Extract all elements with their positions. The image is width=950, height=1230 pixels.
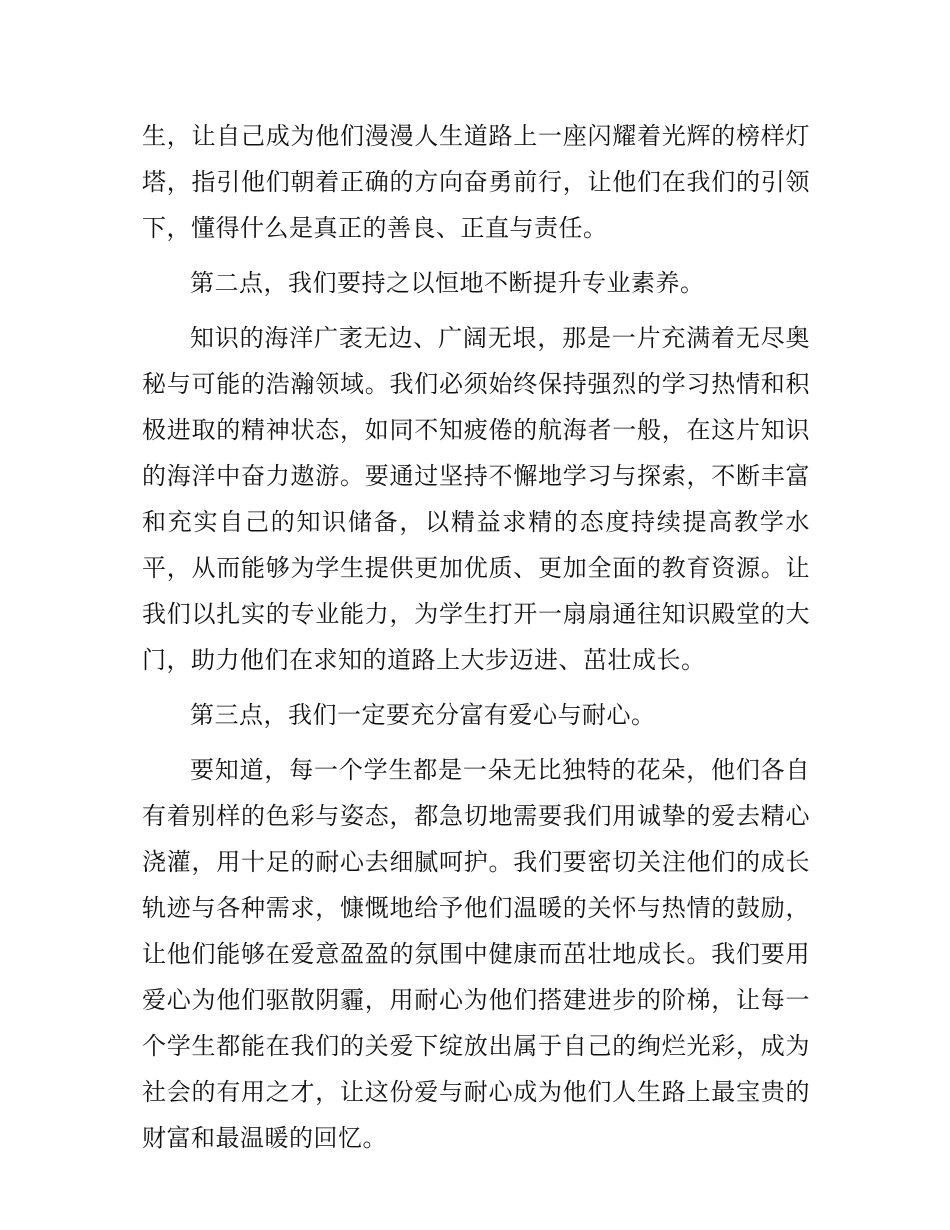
paragraph-knowledge: 知识的海洋广袤无边、广阔无垠，那是一片充满着无尽奥秘与可能的浩瀚领域。我们必须始终保持强烈的学习热情和积极进取的精神状态，如同不知疲倦的航海者一般，在这片知识的海洋中奋力遨游。要通过坚持不懈地学习与探索，不断丰富和充实自己的知识储备，以精益求精的态度持续提高教学水平，从而能够为学生提供更加优质、更加全面的教育资源。让我们以扎实的专业能力，为学生打开一扇扇通往知识殿堂的大门，助力他们在求知的道路上大步迈进、茁壮成长。 <box>142 324 810 674</box>
document-page <box>142 113 810 1170</box>
paragraph-love-patience: 要知道，每一个学生都是一朵无比独特的花朵，他们各自有着别样的色彩与姿态，都急切地需要我们用诚挚的爱去精心浇灌，用十足的耐心去细腻呵护。我们要密切关注他们的成长轨迹与各种需求，慷慨地给予他们温暖的关怀与热情的鼓励，让他们能够在爱意盈盈的氛围中健康而茁壮地成长。我们要用爱心为他们驱散阴霾，用耐心为他们搭建进步的阶梯，让每一个学生都能在我们的关爱下绽放出属于自己的绚烂光彩，成为社会的有用之才，让这份爱与耐心成为他们人生路上最宝贵的财富和最温暖的回忆。 <box>142 756 810 1152</box>
heading-point-three: 第三点，我们一定要充分富有爱心与耐心。 <box>190 701 656 729</box>
paragraph-continuation: 生，让自己成为他们漫漫人生道路上一座闪耀着光辉的榜样灯塔，指引他们朝着正确的方向奋勇前行，让他们在我们的引领下，懂得什么是真正的善良、正直与责任。 <box>142 122 810 242</box>
heading-point-two: 第二点，我们要持之以恒地不断提升专业素养。 <box>190 269 705 297</box>
